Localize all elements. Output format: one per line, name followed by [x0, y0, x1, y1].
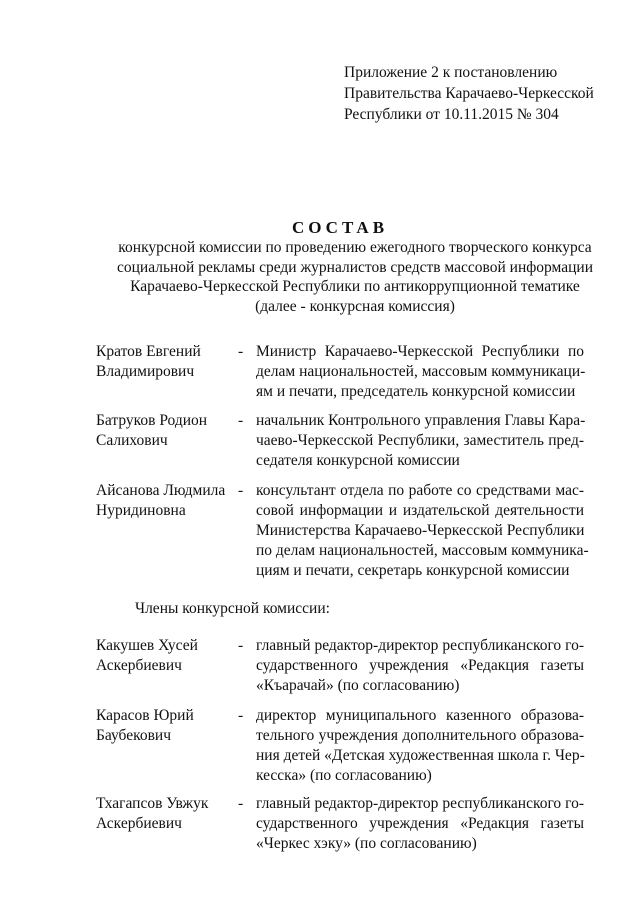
- subtitle-line: Карачаево-Черкесской Республики по антикоррупционной тематике: [130, 278, 580, 295]
- document-subtitle: [30, 238, 640, 316]
- person-role: консультант отдела по работе со средствами мас- совой информации и издательской деятельности Министерства Карачаево-Черкесской Республики по делам национальностей, массовым коммуника- циям и печати, секретарь конкурсной комиссии: [256, 482, 589, 579]
- person-name: Айсанова Людмила Нуридиновна: [96, 482, 226, 519]
- members-heading: Члены конкурсной комиссии:: [135, 600, 330, 617]
- dash-separator: -: [238, 343, 244, 360]
- subtitle-line: (далее - конкурсная комиссия): [255, 297, 455, 315]
- document-title: СОСТАВ: [291, 218, 389, 237]
- dash-separator: -: [238, 412, 244, 429]
- person-role: начальник Контрольного управления Главы Кара- чаево-Черкесской Республики, заместитель пред- седателя конкурсной комиссии: [256, 412, 586, 469]
- dash-separator: -: [238, 707, 244, 724]
- appendix-line: Правительства Карачаево-Черкесской: [344, 85, 594, 102]
- person-name: Батруков Родион Салихович: [96, 412, 208, 449]
- person-name: Кратов Евгений Владимирович: [96, 343, 201, 380]
- person-name: Карасов Юрий Баубекович: [96, 707, 194, 744]
- person-role: директор муниципального казенного образова- тельного учреждения дополнительного образова- ния детей «Детская художественная школа г. Чер- кесска» (по согласованию): [256, 707, 585, 784]
- appendix-line: Республики от 10.11.2015 № 304: [344, 106, 559, 123]
- subtitle-line: конкурсной комиссии по проведению ежегодного творческого конкурса: [118, 239, 592, 256]
- appendix-line: Приложение 2 к постановлению: [344, 64, 558, 81]
- subtitle-line: социальной рекламы среди журналистов средств массовой информации: [116, 258, 594, 276]
- person-name: Какушев Хусей Аскербиевич: [96, 637, 198, 674]
- dash-separator: -: [238, 482, 244, 499]
- person-role: Министр Карачаево-Черкесской Республики по делам национальностей, массовым коммуникаци- ям и печати, председатель конкурсной комиссии: [256, 343, 586, 400]
- appendix-reference: [344, 62, 594, 125]
- person-role: главный редактор-директор республиканского го- сударственного учреждения «Редакция газеты «Черкес хэку» (по согласованию): [256, 795, 584, 852]
- dash-separator: -: [238, 637, 244, 654]
- dash-separator: -: [238, 795, 244, 812]
- person-name: Тхагапсов Увжук Аскербиевич: [96, 795, 209, 832]
- person-role: главный редактор-директор республиканского го- сударственного учреждения «Редакция газеты «Къарачай» (по согласованию): [256, 637, 584, 694]
